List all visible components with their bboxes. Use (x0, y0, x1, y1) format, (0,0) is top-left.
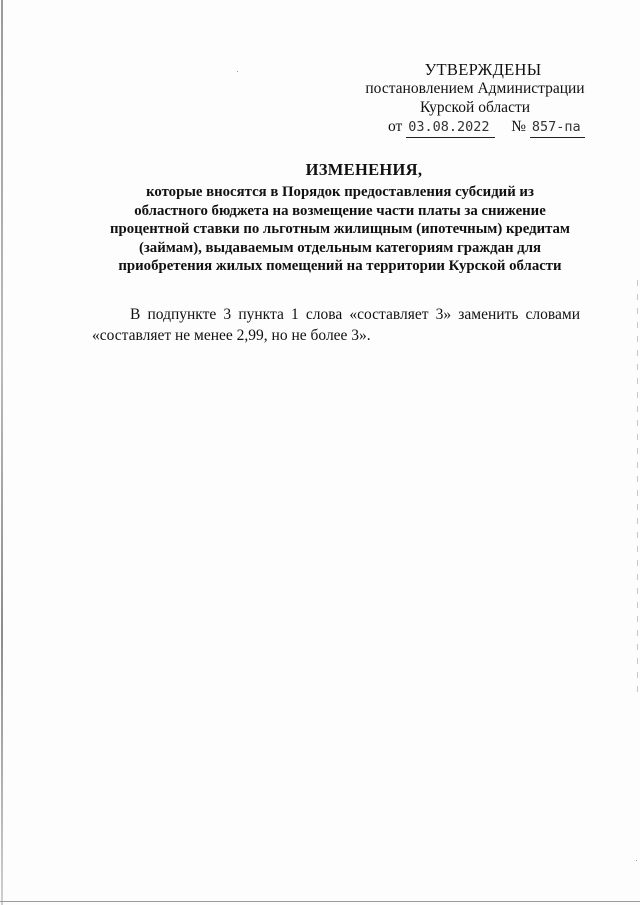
date-prefix: от (388, 118, 403, 135)
decree-number: 857-па (530, 118, 585, 138)
heading-subtitle-line: приобретения жилых помещений на территории Курской области (118, 258, 562, 274)
scan-edge-right (637, 280, 638, 700)
approval-line-decree: постановлением Администрации (365, 80, 585, 97)
approval-block (360, 60, 590, 138)
approval-line-region: Курской области (419, 99, 531, 116)
heading-title: ИЗМЕНЕНИЯ, (305, 160, 423, 179)
heading-subtitle-line: областного бюджета на возмещение части платы за снижение (134, 202, 546, 219)
decree-date: 03.08.2022 (406, 118, 495, 138)
scan-speck (636, 860, 637, 861)
amendment-paragraph (92, 304, 580, 346)
heading-subtitle-line: которые вносятся в Порядок предоставления субсидий из (146, 184, 534, 200)
number-prefix: № (511, 118, 527, 135)
scan-edge-bottom (0, 901, 640, 902)
scan-speck (237, 71, 238, 72)
document-heading (90, 160, 590, 276)
approval-date-line (360, 117, 590, 138)
scan-edge-left (1, 0, 3, 905)
heading-subtitle (90, 183, 590, 276)
paragraph-line-1: В подпункте 3 пункта 1 слова «составляет 3» заменить словами (130, 306, 580, 323)
approval-title: УТВЕРЖДЕНЫ (424, 60, 542, 79)
heading-subtitle-line: (займам), выдаваемым отдельным категориям граждан для (138, 239, 542, 256)
paragraph-line-2: «составляет не менее 2,99, но не более 3». (92, 327, 371, 344)
heading-subtitle-line: процентной ставки по льготным жилищным (ипотечным) кредитам (109, 221, 571, 237)
